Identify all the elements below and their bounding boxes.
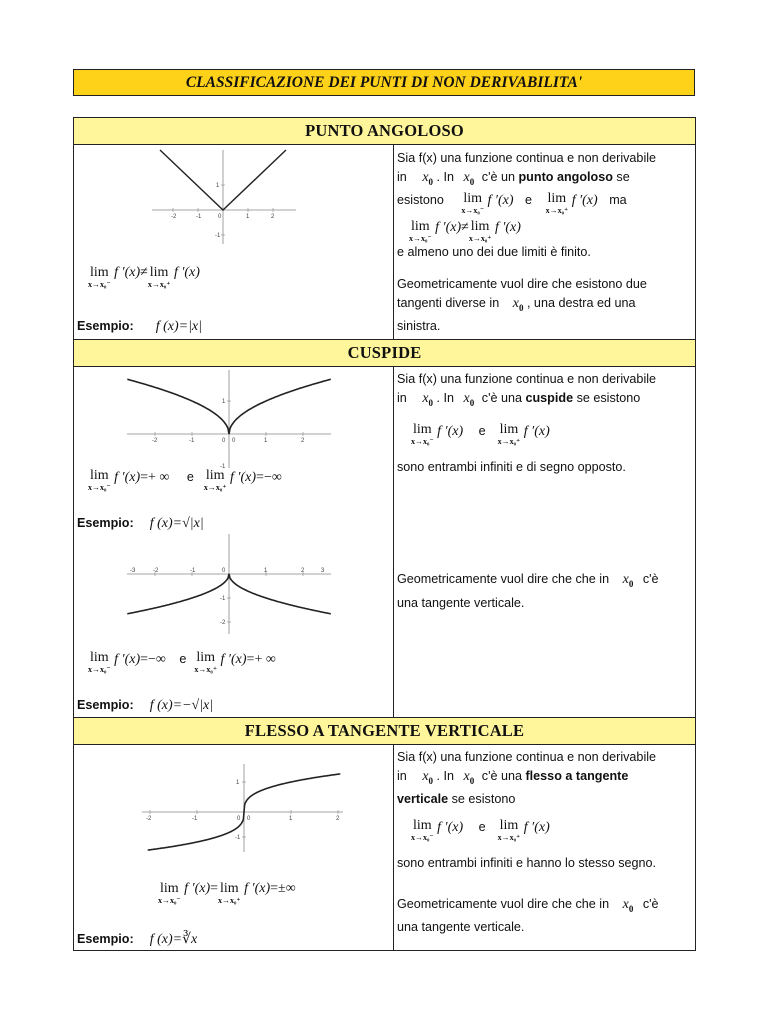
svg-text:-2: -2: [220, 620, 226, 626]
svg-text:-1: -1: [235, 835, 241, 841]
svg-text:1: 1: [222, 399, 226, 405]
svg-text:0: 0: [222, 438, 226, 444]
esempio-flesso: Esempio: f (x)=∛x: [77, 932, 198, 947]
column-divider: [393, 145, 394, 339]
heading-punto-angoloso: PUNTO ANGOLOSO: [73, 117, 696, 145]
formula-flesso-limits: lim x→x₀⁻ f ′(x)= lim x→x₀⁺ f ′(x)=±∞: [158, 881, 296, 905]
svg-text:0: 0: [237, 816, 241, 822]
svg-text:-2: -2: [146, 816, 152, 822]
svg-text:1: 1: [264, 568, 268, 574]
svg-text:1: 1: [289, 816, 293, 822]
svg-text:1: 1: [246, 214, 250, 220]
graph-neg-sqrt-abs-x: [125, 532, 333, 636]
column-divider: [393, 745, 394, 951]
formula-cuspide-ex1: lim x→x₀⁻ f ′(x)=+ ∞ e lim x→x₀⁺ f ′(x)=−∞: [88, 468, 282, 492]
heading-flesso: FLESSO A TANGENTE VERTICALE: [73, 717, 696, 745]
column-divider: [393, 367, 394, 717]
svg-text:0: 0: [218, 214, 222, 220]
graph-abs-x: [150, 148, 300, 248]
svg-text:2: 2: [336, 816, 340, 822]
graph-sqrt-abs-x: [125, 368, 333, 470]
svg-text:0: 0: [232, 438, 236, 444]
graph-cbrt-x: [140, 762, 345, 854]
svg-text:-1: -1: [215, 233, 221, 239]
formula-cuspide-ex2: lim x→x₀⁻ f ′(x)=−∞ e lim x→x₀⁺ f ′(x)=+ ∞: [88, 650, 276, 674]
svg-text:-2: -2: [171, 214, 177, 220]
text-cuspide: Sia f(x) una funzione continua e non derivabile in $x_0$ . In $x_0$ c'è una cuspide se esistono lim x→x₀⁻ f ′(x) e lim x→x₀⁺ f ′(x) sono entrambi infiniti e di segno opposto. Geometricamente vuol dire che che in $x_0$ c'è una tangente verticale.: [397, 372, 659, 610]
svg-text:1: 1: [236, 780, 240, 786]
svg-text:-1: -1: [220, 464, 226, 470]
svg-text:0: 0: [247, 816, 251, 822]
esempio-cuspide-2: Esempio: f (x)=−√|x|: [77, 698, 214, 713]
svg-text:-1: -1: [190, 568, 196, 574]
text-angoloso: Sia f(x) una funzione continua e non derivabile in $x_0$ . In $x_0$ c'è un punto angoloso se esistono lim x→x₀⁻ f ′(x) e lim x→x₀⁺ f ′(x) ma lim x→x₀⁻ f ′(x)≠ lim x→x₀⁺ f ′(x) e almeno uno dei due limiti è finito. Geometricamente vuol dire che esistono due tangenti diverse in $x_0$ , una destra ed una sinistra.: [397, 151, 657, 334]
svg-text:-2: -2: [152, 438, 158, 444]
svg-text:2: 2: [271, 214, 275, 220]
svg-text:-1: -1: [220, 596, 226, 602]
svg-text:-1: -1: [192, 816, 198, 822]
esempio-angoloso: Esempio: f (x)=|x|: [77, 319, 202, 334]
formula-angoloso-limits: lim x→x₀⁻ f ′(x)≠ lim x→x₀⁺ f ′(x): [88, 265, 200, 289]
esempio-cuspide-1: Esempio: f (x)=√|x|: [77, 516, 204, 531]
svg-text:3: 3: [321, 568, 325, 574]
svg-text:2: 2: [301, 568, 305, 574]
svg-text:-3: -3: [130, 568, 136, 574]
svg-text:1: 1: [216, 183, 220, 189]
svg-text:-1: -1: [196, 214, 202, 220]
svg-text:-1: -1: [189, 438, 195, 444]
svg-text:0: 0: [222, 568, 226, 574]
page-title: CLASSIFICAZIONE DEI PUNTI DI NON DERIVABILITA': [73, 69, 695, 96]
svg-text:-2: -2: [153, 568, 159, 574]
svg-text:2: 2: [301, 438, 305, 444]
heading-cuspide: CUSPIDE: [73, 339, 696, 367]
text-flesso: Sia f(x) una funzione continua e non derivabile in $x_0$ . In $x_0$ c'è una flesso a tangente verticale se esistono lim x→x₀⁻ f ′(x) e lim x→x₀⁺ f ′(x) sono entrambi infiniti e hanno lo stesso segno. Geometricamente vuol dire che che in $x_0$ c'è una tangente verticale.: [397, 750, 659, 935]
svg-text:1: 1: [264, 438, 268, 444]
